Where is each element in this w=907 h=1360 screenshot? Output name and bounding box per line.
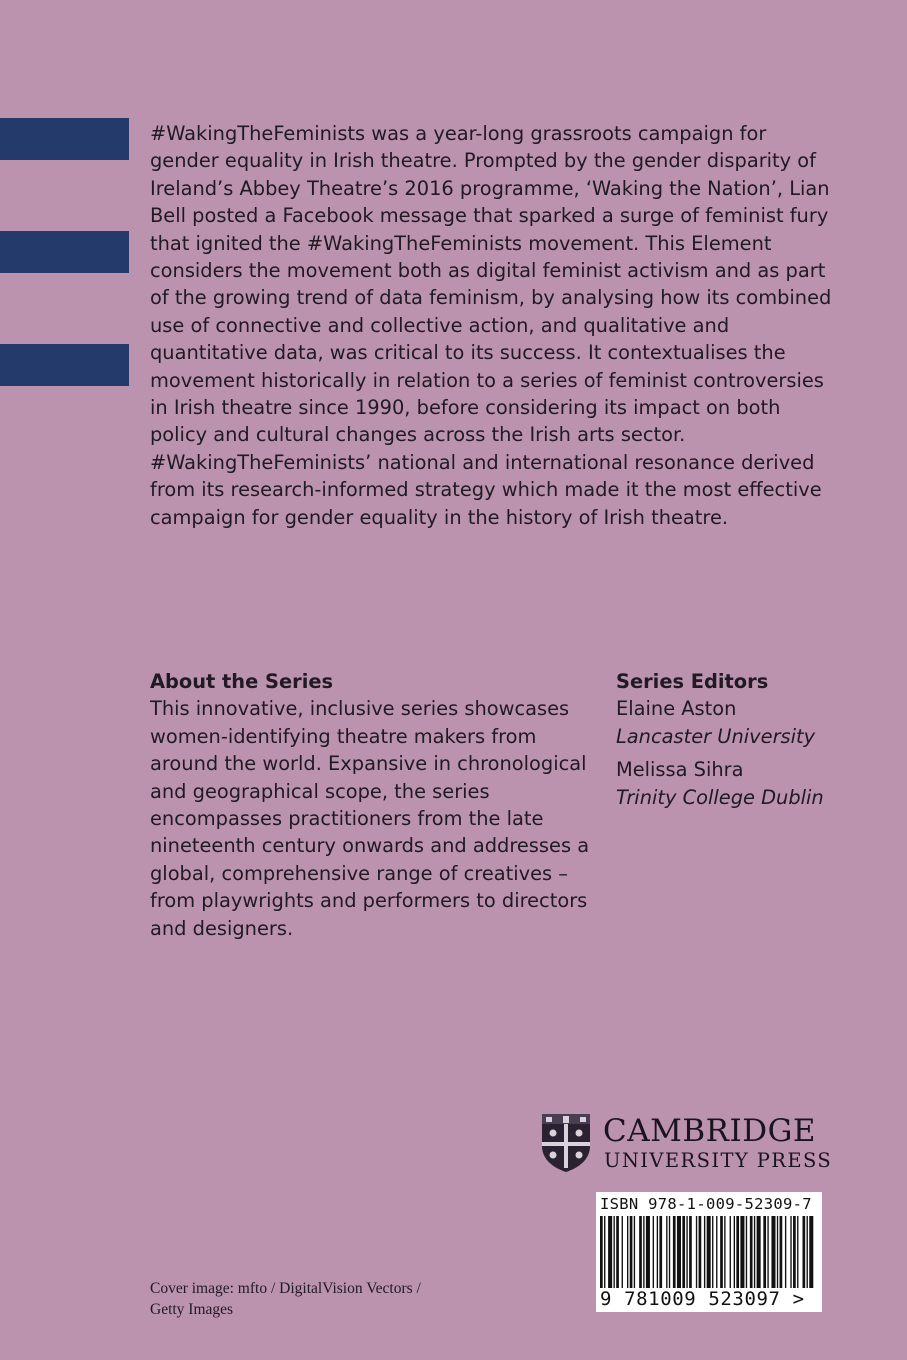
- barcode-bar: [707, 1216, 711, 1288]
- barcode-bar: [704, 1216, 705, 1288]
- barcode-bar: [767, 1216, 768, 1288]
- barcode-bar: [653, 1216, 654, 1288]
- credit-line-2: Getty Images: [150, 1301, 234, 1318]
- barcode-bar: [686, 1216, 687, 1288]
- about-series-text: This innovative, inclusive series showcases women-identifying theatre makers from around the world. Expansive in chronological and geographical scope, the series encompasses practitioners from the late nineteenth century onwards and addresses a global, comprehensive range of creatives – from playwrights and performers to directors and designers.: [150, 697, 590, 940]
- barcode-bar: [646, 1216, 650, 1288]
- editor-name: Melissa Sihra: [616, 758, 744, 782]
- barcode-bar: [677, 1216, 681, 1288]
- barcode-bar: [809, 1216, 813, 1288]
- barcode-bar: [600, 1216, 603, 1288]
- barcode-bar: [673, 1216, 676, 1288]
- barcode-bar: [724, 1216, 725, 1288]
- barcode-bars: [600, 1216, 818, 1288]
- about-series-section: [150, 668, 610, 942]
- cambridge-shield-icon: [540, 1112, 592, 1174]
- barcode-digits: 9 781009 523097 >: [600, 1288, 805, 1310]
- barcode-bar: [643, 1216, 644, 1288]
- publisher-logo: [540, 1112, 840, 1176]
- barcode-bar: [797, 1216, 798, 1288]
- barcode-bar: [780, 1216, 783, 1288]
- barcode-bar: [746, 1216, 747, 1288]
- barcode-bar: [699, 1216, 702, 1288]
- editor-affiliation: Trinity College Dublin: [616, 785, 824, 809]
- barcode-bar: [630, 1216, 633, 1288]
- editor-name: Elaine Aston: [616, 697, 737, 721]
- cover-image-credit: [150, 1278, 490, 1320]
- barcode-bar: [657, 1216, 658, 1288]
- barcode-bar: [730, 1216, 731, 1288]
- series-editors-heading: Series Editors: [616, 670, 769, 693]
- barcode-bar: [608, 1216, 612, 1288]
- isbn-barcode: [596, 1192, 822, 1312]
- barcode-bar: [720, 1216, 723, 1288]
- barcode-bar: [793, 1216, 796, 1288]
- barcode-bar: [785, 1216, 786, 1288]
- publisher-name-line1: CAMBRIDGE: [603, 1113, 816, 1149]
- series-editors-section: [616, 668, 846, 811]
- barcode-bar: [639, 1216, 642, 1288]
- barcode-bar: [757, 1216, 761, 1288]
- book-blurb: #WakingTheFeminists was a year-long grassroots campaign for gender equality in Irish theatre. Prompted by the gender disparity of Ireland’s Abbey Theatre’s 2016 programme, ‘Waking the Nation’, Lian Bell posted a Facebook message that sparked a surge of feminist fury that ignited the #WakingTheFeminists movement. This Element considers the movement both as digital feminist activism and as part of the growing trend of data feminism, by analysing how its combined use of connective and collective action, and qualitative and quantitative data, was critical to its success. It contextualises the movement historically in relation to a series of feminist controversies in Irish theatre since 1990, before considering its impact on both policy and cultural changes across the Irish arts sector. #WakingTheFeminists’ national and international resonance derived from its research-informed strategy which made it the most effective campaign for gender equality in the history of Irish theatre.: [150, 122, 832, 529]
- barcode-bar: [622, 1216, 623, 1288]
- publisher-wordmark: [603, 1112, 832, 1172]
- publisher-name-line2: UNIVERSITY PRESS: [604, 1149, 833, 1172]
- editor-entry: [616, 695, 846, 750]
- accent-bar-3: [0, 344, 129, 386]
- editor-entry: [616, 756, 846, 811]
- barcode-bar: [627, 1216, 628, 1288]
- accent-bar-1: [0, 118, 129, 160]
- barcode-bar: [666, 1216, 667, 1288]
- barcode-bar: [614, 1216, 615, 1288]
- barcode-bar: [736, 1216, 739, 1288]
- barcode-bar: [807, 1216, 808, 1288]
- barcode-bar: [763, 1216, 766, 1288]
- accent-bar-2: [0, 231, 129, 273]
- barcode-bar: [734, 1216, 735, 1288]
- barcode-bar: [790, 1216, 791, 1288]
- barcode-bar: [616, 1216, 619, 1288]
- barcode-bar: [689, 1216, 692, 1288]
- barcode-bar: [604, 1216, 605, 1288]
- barcode-bar: [740, 1216, 744, 1288]
- barcode-bar: [750, 1216, 753, 1288]
- barcode-bar: [777, 1216, 778, 1288]
- barcode-bar: [712, 1216, 713, 1288]
- barcode-bar: [754, 1216, 755, 1288]
- barcode-bar: [716, 1216, 717, 1288]
- barcode-bar: [696, 1216, 697, 1288]
- isbn-label: ISBN 978-1-009-52309-7: [600, 1195, 812, 1213]
- credit-line-1: Cover image: mfto / DigitalVision Vectors /: [150, 1280, 421, 1297]
- barcode-bar: [771, 1216, 775, 1288]
- about-series-heading: About the Series: [150, 670, 334, 693]
- editor-affiliation: Lancaster University: [616, 724, 816, 748]
- barcode-bar: [659, 1216, 662, 1288]
- barcode-bar: [803, 1216, 806, 1288]
- barcode-bar: [682, 1216, 685, 1288]
- barcode-bar: [634, 1216, 635, 1288]
- barcode-bar: [669, 1216, 670, 1288]
